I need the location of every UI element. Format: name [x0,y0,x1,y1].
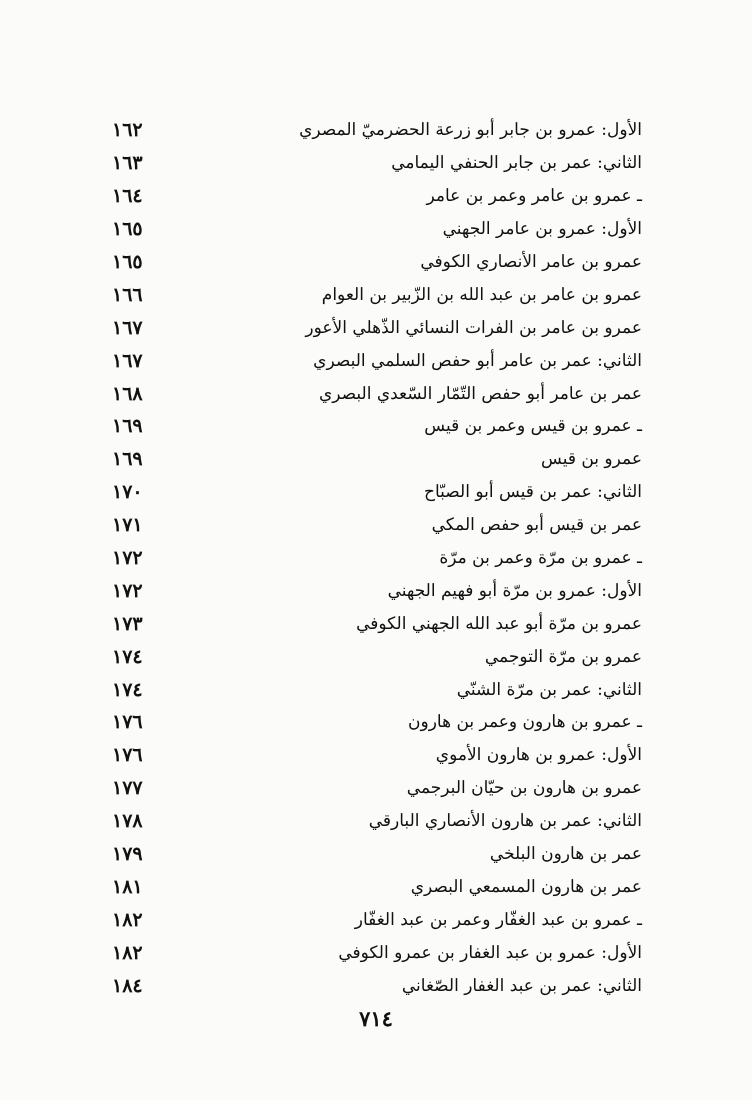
page-number: ١٦٩ [112,415,143,438]
toc-entry [112,706,642,739]
toc-entry [112,673,642,706]
page-number: ١٨٢ [112,908,143,931]
entry-title: ـ عمرو بن عامر وعمر بن عامر [426,186,642,207]
toc-entry [112,640,642,673]
entry-title: ـ عمرو بن قيس وعمر بن قيس [424,416,642,437]
folio-page-number: ٧١٤ [359,1006,393,1031]
entry-title: عمر بن عامر أبو حفص التّمّار السّعدي البصري [318,383,642,404]
page-number: ١٧٦ [112,744,143,767]
page-number: ١٧٤ [112,678,143,701]
toc-entry [112,805,642,838]
entry-title: الأول: عمرو بن عبد الغفار بن عمرو الكوفي [338,942,642,963]
toc-entry [112,870,642,903]
entry-title: عمرو بن هارون بن حيّان البرجمي [406,778,642,799]
page-number: ١٧٦ [112,711,143,734]
page-number: ١٨٢ [112,941,143,964]
entry-title: عمرو بن عامر الأنصاري الكوفي [420,252,642,272]
entry-title: الثاني: عمر بن مرّة الشنّي [456,679,642,700]
toc-entry [112,246,642,279]
toc-entry [112,344,642,377]
entry-title: ـ عمرو بن عبد الغفّار وعمر بن عبد الغفّار [354,909,642,930]
entry-title: الثاني: عمر بن هارون الأنصاري البارقي [368,811,642,832]
page-number: ١٨٤ [112,974,143,997]
toc-entry [112,772,642,805]
page-number: ١٦٧ [112,349,143,372]
page-number: ١٧٤ [112,645,143,668]
page-number: ١٦٢ [112,119,143,142]
toc-entry [112,476,642,509]
entry-title: عمرو بن مرّة التوجمي [484,646,642,667]
entry-title: ـ عمرو بن مرّة وعمر بن مرّة [439,548,642,569]
toc-entry [112,278,642,311]
toc-entry [112,574,642,607]
page-number: ١٦٥ [112,251,143,273]
page-number: ١٦٤ [112,185,143,208]
toc-entry [112,542,642,575]
entry-title: عمر بن هارون البلخي [489,844,642,865]
toc-entry [112,180,642,213]
entry-title: الأول: عمرو بن هارون الأموي [435,745,642,766]
entry-title: عمرو بن مرّة أبو عبد الله الجهني الكوفي [356,613,642,634]
entry-title: الأول: عمرو بن عامر الجهني [442,219,642,240]
page-number: ١٧٨ [112,810,143,833]
toc-entry [112,377,642,410]
toc-entry [112,936,642,969]
toc-entry [112,443,642,476]
page-number: ١٧٢ [112,547,143,570]
entry-title: عمرو بن عامر بن عبد الله بن الزّبير بن العوام [321,284,642,305]
entry-title: الثاني: عمر بن عامر أبو حفص السلمي البصري [313,350,642,371]
entry-title: عمر بن هارون المسمعي البصري [410,876,642,897]
entry-title: عمر بن قيس أبو حفص المكي [431,515,642,536]
page-number: ١٦٩ [112,448,143,471]
toc-entry [112,311,642,344]
page-number: ١٧٠ [112,481,143,504]
entry-title: عمرو بن عامر بن الفرات النسائي الذّهلي الأعور [305,317,642,338]
page-number: ١٦٥ [112,218,143,241]
entry-title: الثاني: عمر بن جابر الحنفي اليمامي [391,153,642,174]
toc-entry [112,838,642,871]
toc-entry [112,114,642,147]
entry-title: الثاني: عمر بن عبد الغفار الصّغاني [401,975,642,996]
page-number: ١٧٢ [112,579,143,602]
page-number: ١٦٣ [112,152,143,175]
entry-title: ـ عمرو بن هارون وعمر بن هارون [408,712,642,733]
page-number: ١٦٦ [112,283,143,306]
page-number: ١٦٧ [112,316,143,339]
toc-entry [112,903,642,936]
page-number: ١٧٩ [112,843,143,866]
toc-entry [112,410,642,443]
table-of-contents [112,114,642,1002]
entry-title: الأول: عمرو بن جابر أبو زرعة الحضرميّ المصري [299,120,642,141]
page-number: ١٧٧ [112,777,143,800]
toc-entry [112,213,642,246]
page-number: ١٦٨ [112,382,143,405]
page-number: ١٨١ [112,875,143,898]
entry-title: الأول: عمرو بن مرّة أبو فهيم الجهني [387,580,642,601]
page-number: ١٧٣ [112,612,143,635]
toc-entry [112,969,642,1002]
toc-entry [112,147,642,180]
toc-entry [112,739,642,772]
entry-title: الثاني: عمر بن قيس أبو الصبّاح [424,482,642,503]
toc-entry [112,607,642,640]
entry-title: عمرو بن قيس [541,449,642,470]
page-number: ١٧١ [112,514,143,537]
toc-entry [112,509,642,542]
